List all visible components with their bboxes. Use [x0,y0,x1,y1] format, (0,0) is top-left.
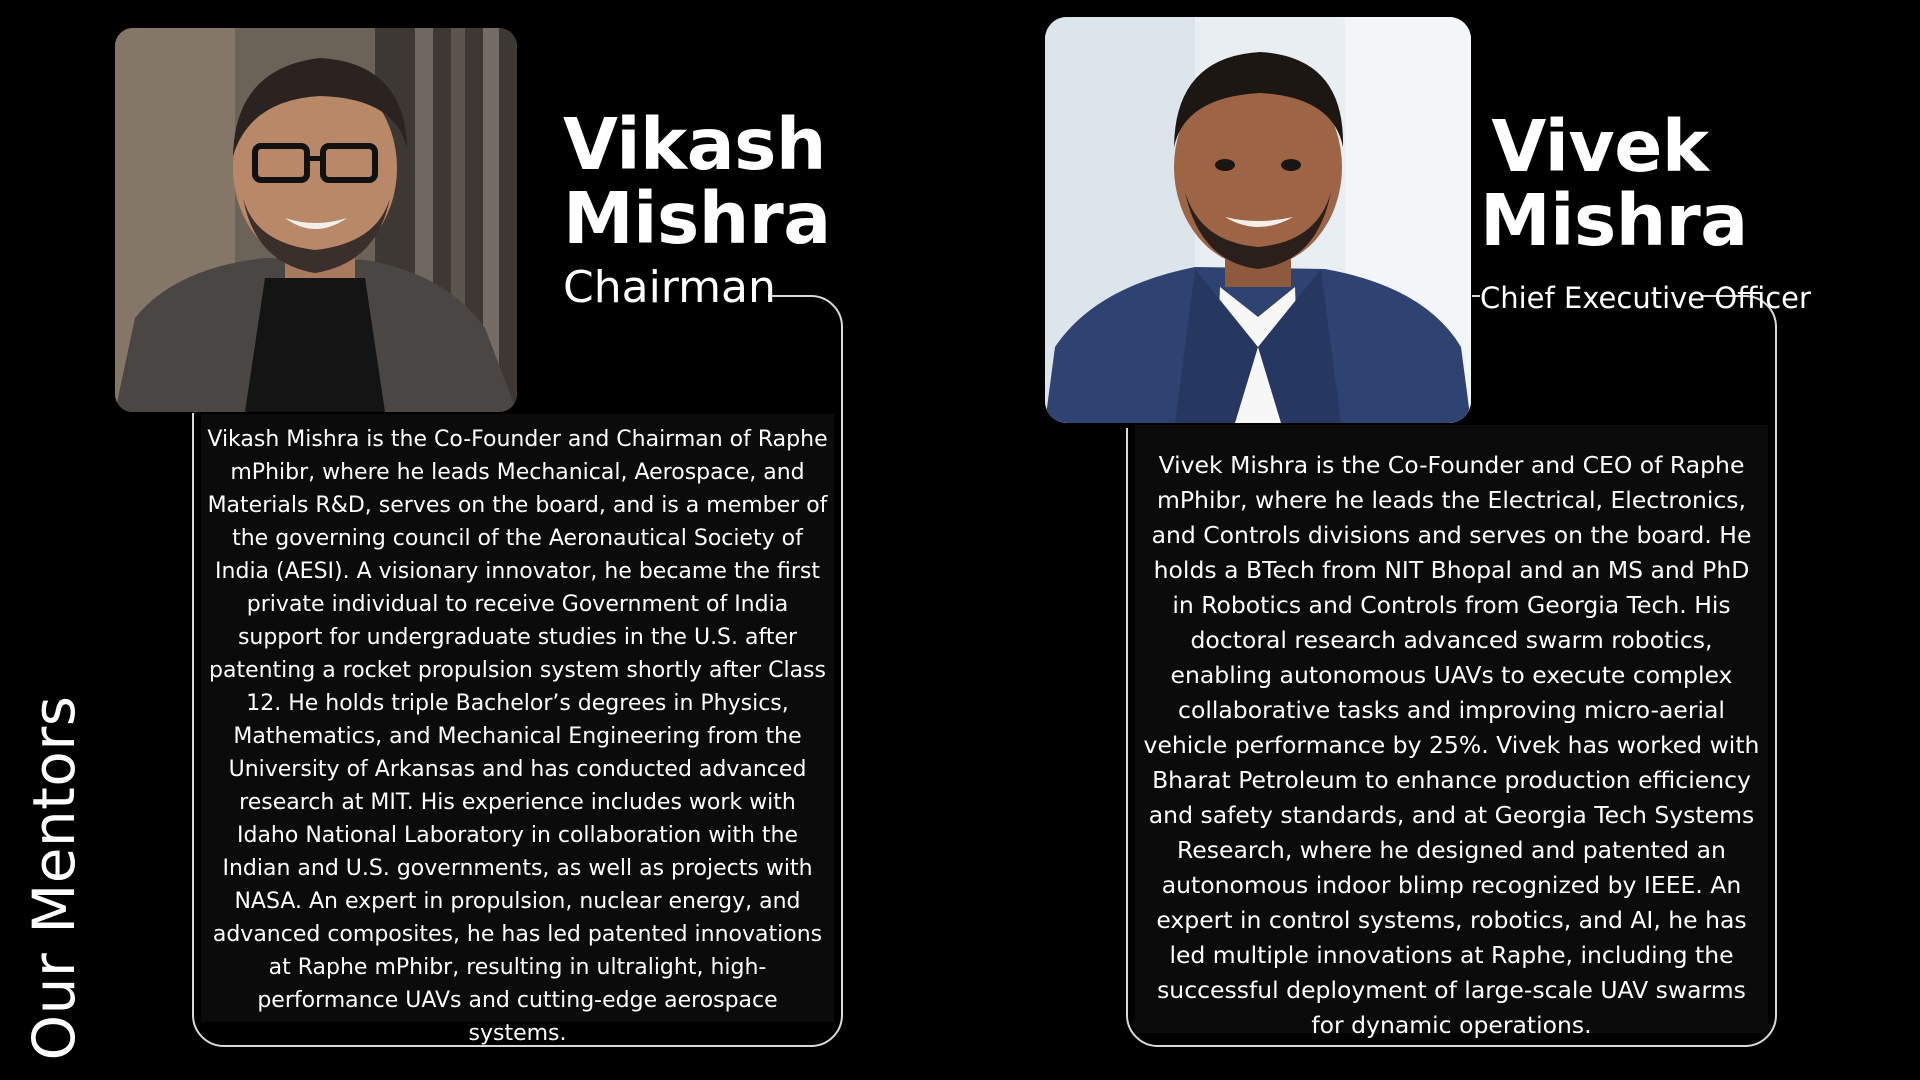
mentor-bio: Vivek Mishra is the Co-Founder and CEO of Raphe mPhibr, where he leads the Electrical, Electronics, and Controls divisions and serves on the board. He holds a BTech from NIT Bhopal and an MS and PhD in Robotics and Controls from Georgia Tech. His doctoral research advanced swarm robotics, enabling autonomous UAVs to execute complex collaborative tasks and improving micro-aerial vehicle performance by 25%. Vivek has worked with Bharat Petroleum to enhance production efficiency and safety standards, and at Georgia Tech Systems Research, where he designed and patented an autonomous indoor blimp recognized by IEEE. An expert in control systems, robotics, and AI, he has led multiple innovations at Raphe, including the successful deployment of large-scale UAV swarms for dynamic operations. [1143,451,1760,1039]
mentor-role: Chief Executive Officer [1480,281,1811,315]
mentor-photo [1045,17,1471,423]
mentor-photo-illustration [115,28,517,412]
mentor-first-name: Vivek [1491,105,1709,188]
mentor-name [563,103,831,260]
mentor-bio: Vikash Mishra is the Co-Founder and Chairman of Raphe mPhibr, where he leads Mechanical, Aerospace, and Materials R&D, serves on the board, and is a member of the governing council of the Aeronautical Society of India (AESI). A visionary innovator, he became the first private individual to receive Government of India support for undergraduate studies in the U.S. after patenting a rocket propulsion system shortly after Class 12. He holds triple Bachelor’s degrees in Physics, Mathematics, and Mechanical Engineering from the University of Arkansas and has conducted advanced research at MIT. His experience includes work with Idaho National Laboratory in collaboration with the Indian and U.S. governments, as well as projects with NASA. An expert in propulsion, nuclear energy, and advanced composites, he has led patented innovations at Raphe mPhibr, resulting in ultralight, high-performance UAVs and cutting-edge aerospace systems. [207,427,828,1046]
mentor-name [1480,105,1748,262]
mentor-role: Chairman [563,262,776,313]
page-title: Our Mentors [20,695,88,1061]
mentor-bio-panel [1135,425,1768,1039]
mentor-last-name: Mishra [1480,178,1748,262]
mentor-photo [115,28,517,412]
mentor-bio-panel [201,414,834,1046]
mentor-first-name: Vikash [563,103,826,186]
mentor-last-name: Mishra [563,176,831,260]
mentor-photo-illustration [1045,17,1471,423]
